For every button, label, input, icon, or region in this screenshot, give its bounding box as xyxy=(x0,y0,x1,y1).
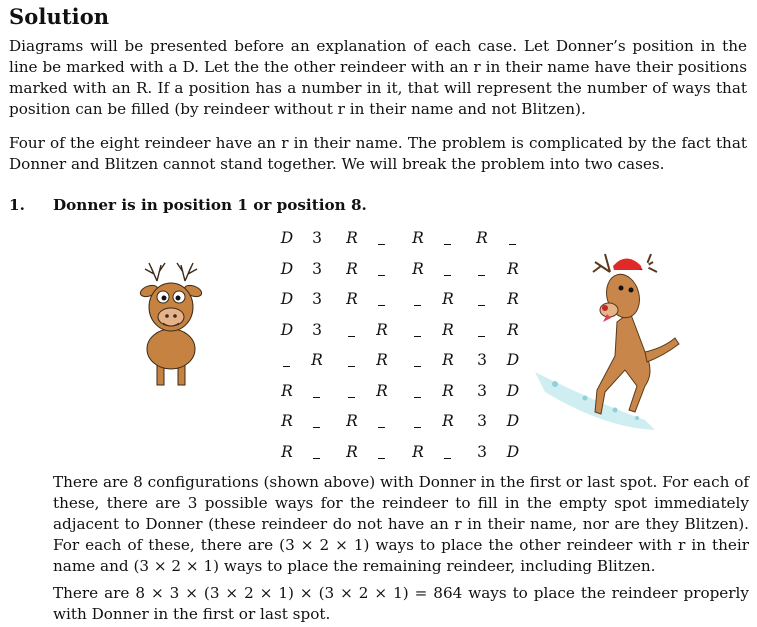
explanation-paragraph: There are 8 configurations (shown above) with Donner in the first or last spot. For each of these, there are 3 possible ways for the reindeer to fill in the empty spot immediately adjacent to Donner (these reindeer do not have an r in their name, nor are they Blitzen). For each of these, there are (3 × 2 × 1) ways to place the other reindeer with r in their name and (3 × 2 × 1) ways to place the remaining reindeer, including Blitzen. xyxy=(53,473,749,575)
r-reindeer-slot: R xyxy=(281,442,293,461)
r-reindeer-slot: R xyxy=(346,290,358,308)
r-reindeer-slot: R xyxy=(442,290,454,308)
page-title: Solution xyxy=(9,4,110,29)
empty-slot xyxy=(414,300,421,306)
case-title: Donner is in position 1 or position 8. xyxy=(53,196,367,214)
empty-slot xyxy=(414,422,421,428)
empty-slot xyxy=(378,453,385,459)
r-reindeer-slot: R xyxy=(346,259,358,278)
count-slot: 3 xyxy=(312,259,322,278)
empty-slot xyxy=(378,422,385,428)
reindeer-santa-hat-right xyxy=(535,252,685,432)
empty-slot xyxy=(414,331,421,337)
r-reindeer-slot: R xyxy=(311,351,323,369)
r-reindeer-slot: R xyxy=(507,320,519,339)
count-slot: 3 xyxy=(477,381,487,400)
empty-slot xyxy=(478,300,485,306)
total-paragraph: There are 8 × 3 × (3 × 2 × 1) × (3 × 2 × 1) = 864 ways to place the reindeer properly with Donner in the first or last spot. xyxy=(53,584,749,623)
donner-slot: D xyxy=(506,412,520,430)
r-reindeer-slot: R xyxy=(442,351,454,369)
empty-slot xyxy=(313,453,320,459)
donner-slot: D xyxy=(280,229,294,247)
r-reindeer-slot: R xyxy=(412,229,424,247)
r-reindeer-slot: R xyxy=(281,412,293,430)
r-reindeer-slot: R xyxy=(376,381,388,400)
empty-slot xyxy=(414,361,421,367)
empty-slot xyxy=(378,270,385,276)
count-slot: 3 xyxy=(312,229,322,247)
r-reindeer-slot: R xyxy=(476,229,488,247)
count-slot: 3 xyxy=(477,412,487,430)
r-reindeer-slot: R xyxy=(507,290,519,308)
count-slot: 3 xyxy=(477,351,487,369)
r-reindeer-slot: R xyxy=(346,229,358,247)
empty-slot xyxy=(283,361,290,367)
empty-slot xyxy=(444,270,451,276)
empty-slot xyxy=(313,422,320,428)
r-reindeer-slot: R xyxy=(281,381,293,400)
r-reindeer-slot: R xyxy=(376,351,388,369)
empty-slot xyxy=(378,300,385,306)
intro-paragraph: Diagrams will be presented before an explanation of each case. Let Donner’s position in the line be marked with a D. Let the the other reindeer with an r in their name have their positions marked with an R. If a position has a number in it, that will represent the number of ways that position can be filled (by reindeer without r in their name and not Blitzen). xyxy=(9,37,747,118)
empty-slot xyxy=(313,392,320,398)
empty-slot xyxy=(478,270,485,276)
donner-slot: D xyxy=(280,259,294,278)
arrangement-grid xyxy=(270,229,530,469)
setup-paragraph: Four of the eight reindeer have an r in their name. The problem is complicated by the fact that Donner and Blitzen cannot stand together. We will break the problem into two cases. xyxy=(9,134,747,173)
r-reindeer-slot: R xyxy=(346,442,358,461)
r-reindeer-slot: R xyxy=(442,320,454,339)
r-reindeer-slot: R xyxy=(442,381,454,400)
donner-slot: D xyxy=(506,351,520,369)
donner-slot: D xyxy=(506,442,520,461)
count-slot: 3 xyxy=(477,442,487,461)
r-reindeer-slot: R xyxy=(346,412,358,430)
empty-slot xyxy=(414,392,421,398)
empty-slot xyxy=(444,239,451,245)
empty-slot xyxy=(378,239,385,245)
empty-slot xyxy=(509,239,516,245)
empty-slot xyxy=(348,361,355,367)
reindeer-cartoon-left xyxy=(127,259,215,391)
empty-slot xyxy=(444,453,451,459)
count-slot: 3 xyxy=(312,320,322,339)
case-number: 1. xyxy=(9,196,25,214)
donner-slot: D xyxy=(280,320,294,339)
r-reindeer-slot: R xyxy=(412,259,424,278)
count-slot: 3 xyxy=(312,290,322,308)
r-reindeer-slot: R xyxy=(412,442,424,461)
r-reindeer-slot: R xyxy=(376,320,388,339)
donner-slot: D xyxy=(280,290,294,308)
r-reindeer-slot: R xyxy=(507,259,519,278)
empty-slot xyxy=(478,331,485,337)
empty-slot xyxy=(348,331,355,337)
empty-slot xyxy=(348,392,355,398)
r-reindeer-slot: R xyxy=(442,412,454,430)
donner-slot: D xyxy=(506,381,520,400)
